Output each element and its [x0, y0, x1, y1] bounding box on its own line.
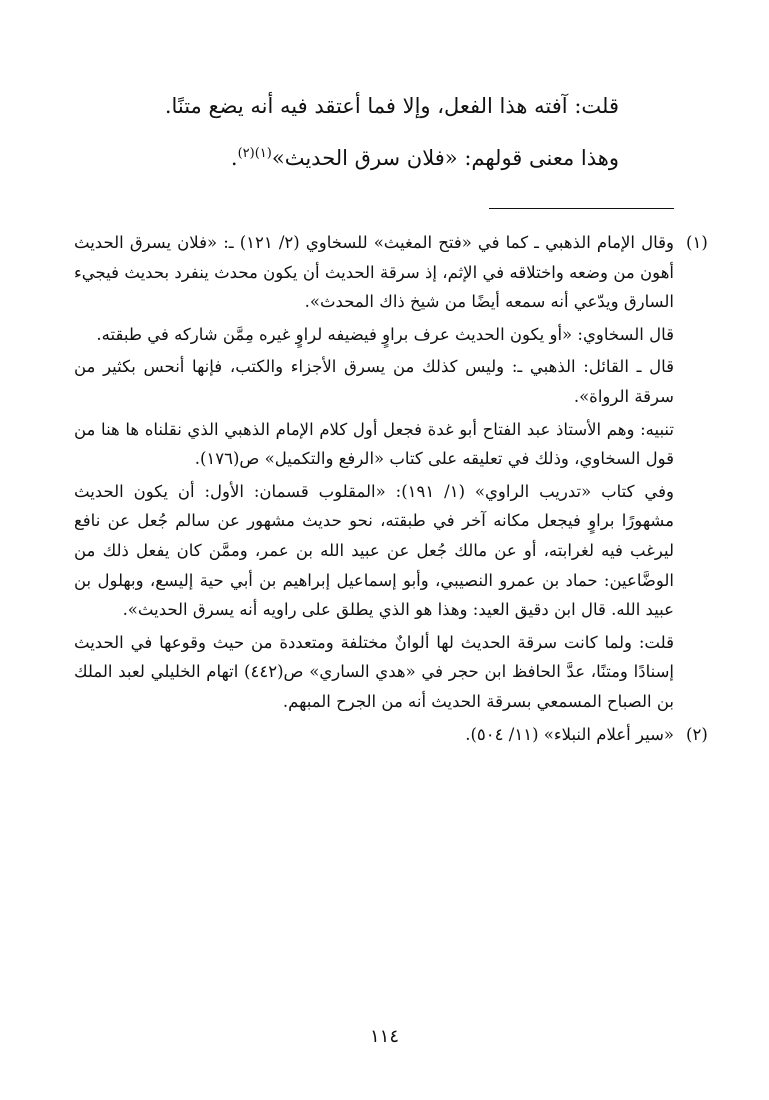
footnote-1-paragraph: قال ـ القائل: الذهبي ـ: وليس كذلك من يسرق الأجزاء والكتب، فإنها أنحس بكثير من سرقة الرواة». — [74, 357, 674, 406]
footnote-2 — [74, 720, 708, 750]
footnotes — [74, 228, 708, 752]
footnote-refs: (١)(٢) — [237, 146, 272, 161]
page-number: ١١٤ — [369, 1026, 399, 1047]
main-line-2-end: . — [230, 146, 238, 170]
footnote-1-paragraph: تنبيه: وهم الأستاذ عبد الفتاح أبو غدة فجعل أول كلام الإمام الذهبي الذي نقلناه ها هنا من قول السخاوي، وذلك في تعليقه على كتاب «الرفع والتكميل» ص(١٧٦). — [74, 419, 674, 469]
footnote-1 — [74, 228, 708, 717]
footnote-separator — [489, 208, 674, 209]
footnote-1-paragraph: قلت: ولما كانت سرقة الحديث لها ألوانٌ مختلفة ومتعددة من حيث وقوعها في الحديث إسنادًا ومتنًا، عدَّ الحافظ ابن حجر في «هدي الساري» ص(٤٤٢) اتهام الخليلي لعبد الملك بن الصباح المسمعي بسرقة الحديث أنه من الجرح المبهم. — [74, 632, 674, 711]
footnote-1-paragraph: وقال الإمام الذهبي ـ كما في «فتح المغيث» للسخاوي (٢/ ١٢١) ـ: «فلان يسرق الحديث أهون من وضعه واختلاقه في الإثم، إذ سرقة الحديث أن يكون محدث ينفرد بحديث فيجيء السارق ويدّعي أنه سمعه أيضًا من شيخ ذاك المحدث». — [74, 233, 674, 312]
main-line-2 — [59, 132, 619, 184]
main-text — [59, 80, 619, 184]
footnote-2-paragraph: «سير أعلام النبلاء» (١١/ ٥٠٤). — [465, 724, 674, 744]
footnote-2-number: (٢) — [686, 724, 708, 744]
footnote-1-paragraph: قال السخاوي: «أو يكون الحديث عرف براوٍ فيضيفه لراوٍ غيره مِمَّن شاركه في طبقته. — [96, 324, 674, 344]
footnote-1-number: (١) — [686, 233, 708, 252]
main-line-1: قلت: آفته هذا الفعل، وإلا فما أعتقد فيه أنه يضع متنًا. — [164, 94, 619, 118]
main-line-2-text: وهذا معنى قولهم: «فلان سرق الحديث» — [271, 146, 619, 170]
footnote-1-paragraph: وفي كتاب «تدريب الراوي» (١/ ١٩١): «المقلوب قسمان: الأول: أن يكون الحديث مشهورًا براوٍ فيجعل مكانه آخر في طبقته، نحو حديث مشهور عن سالم جُعل عن نافع ليرغب فيه لغرابته، أو عن مالك جُعل عن عبيد الله بن عمر، وممَّن كان يفعل ذلك من الوضَّاعين: حماد بن عمرو النصيبي، وأبو إسماعيل إبراهيم بن أبي حية إليسع، وبهلول بن عبيد الله. قال ابن دقيق العيد: وهذا هو الذي يطلق على راويه أنه يسرق الحديث». — [74, 481, 675, 620]
